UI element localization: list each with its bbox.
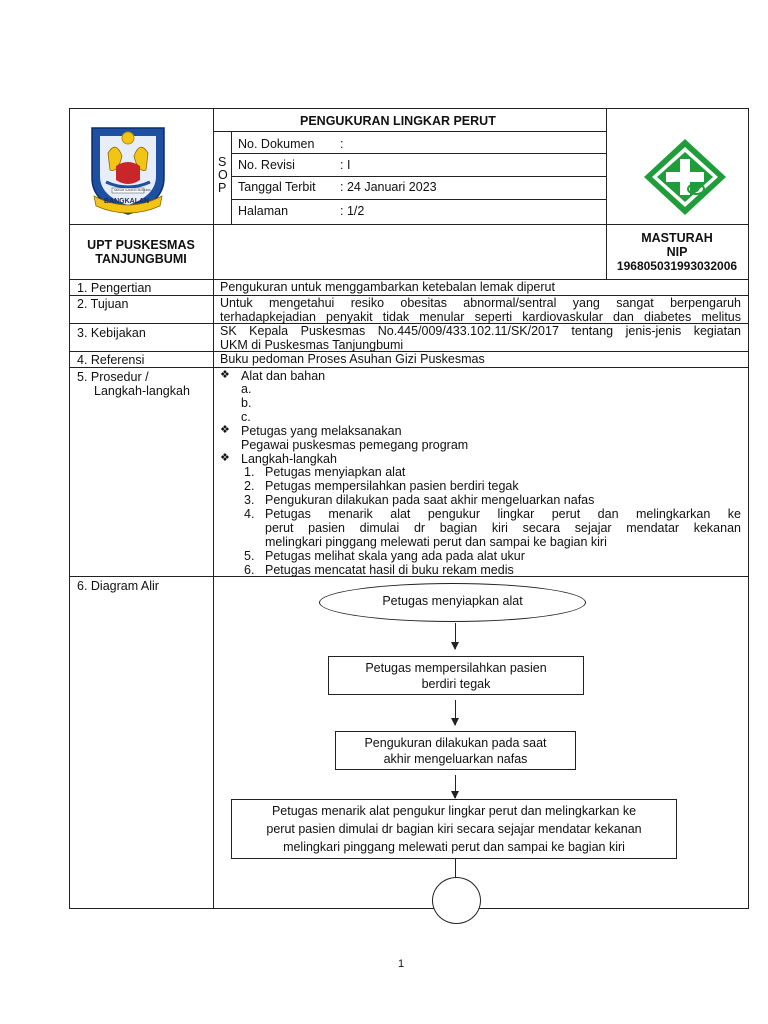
sop-letter-p: P <box>218 181 227 195</box>
row-text-kebijakan-line2: UKM di Puskesmas Tanjungbumi <box>220 338 404 352</box>
flow-step-4-line1: Petugas menarik alat pengukur lingkar perut dan melingkarkan ke <box>271 804 637 818</box>
left-logo-motto: SEKAR GADING MADURA <box>114 188 151 192</box>
row-label-tujuan: 2. Tujuan <box>77 297 129 311</box>
field-value-tanggal-terbit: : 24 Januari 2023 <box>340 180 437 194</box>
step-text: Petugas mencatat hasil di buku rekam medis <box>265 563 514 577</box>
flow-step-2 <box>328 656 584 695</box>
field-label-no-dokumen: No. Dokumen <box>238 137 315 151</box>
step-text: Pengukuran dilakukan pada saat akhir mengeluarkan nafas <box>265 493 595 507</box>
flow-arrow <box>455 623 456 649</box>
document-title: PENGUKURAN LINGKAR PERUT <box>300 114 496 128</box>
flow-step-4 <box>231 799 677 859</box>
row-text-pengertian: Pengukuran untuk menggambarkan ketebalan lemak diperut <box>220 280 555 294</box>
step-num: 5. <box>244 549 255 563</box>
sop-letter-s: S <box>218 155 227 169</box>
step-text: Petugas melihat skala yang ada pada alat ukur <box>265 549 525 563</box>
row-label-pengertian: 1. Pengertian <box>77 281 152 295</box>
flow-connector-circle <box>432 877 481 924</box>
left-logo-caption: BANGKALAN <box>104 198 150 205</box>
row-label-prosedur-line2: Langkah-langkah <box>94 384 190 398</box>
row-label-prosedur-line1: 5. Prosedur / <box>77 370 149 384</box>
signatory-nip-label: NIP <box>666 245 688 259</box>
row-text-tujuan-line1: Untuk mengetahui resiko obesitas abnormal/sentral yang sangat berpengaruh <box>220 296 741 310</box>
alat-item-b: b. <box>241 396 252 410</box>
bullet-diamond-icon: ❖ <box>220 369 230 381</box>
flow-connector <box>455 858 456 878</box>
alat-heading: Alat dan bahan <box>241 369 326 383</box>
row-label-kebijakan: 3. Kebijakan <box>77 326 146 340</box>
signatory-nip: 196805031993032006 <box>616 259 738 273</box>
field-value-no-dokumen: : <box>340 137 344 151</box>
row-label-referensi: 4. Referensi <box>77 353 145 367</box>
step-num: 3. <box>244 493 255 507</box>
petugas-heading: Petugas yang melaksanakan <box>241 424 402 438</box>
step-text: Petugas menyiapkan alat <box>265 465 406 479</box>
step-num: 6. <box>244 563 255 577</box>
step-text: Petugas menarik alat pengukur lingkar perut dan melingkarkan ke <box>265 507 741 521</box>
field-label-tanggal-terbit: Tanggal Terbit <box>238 180 316 194</box>
row-text-referensi: Buku pedoman Proses Asuhan Gizi Puskesmas <box>220 352 485 366</box>
flow-step-4-line3: melingkari pinggang melewati perut dan sampai ke bagian kiri <box>283 840 625 854</box>
org-name-line1: UPT PUSKESMAS <box>87 238 195 252</box>
org-name-line2: TANJUNGBUMI <box>95 252 187 266</box>
step-num: 1. <box>244 465 255 479</box>
sop-letter-o: O <box>218 168 228 182</box>
bullet-diamond-icon: ❖ <box>220 424 230 436</box>
bangkalan-regency-logo <box>86 118 170 218</box>
flow-step-3-line1: Pengukuran dilakukan pada saat <box>364 735 547 750</box>
field-label-halaman: Halaman <box>238 204 289 218</box>
field-value-halaman: : 1/2 <box>340 204 365 218</box>
field-label-no-revisi: No. Revisi <box>238 158 295 172</box>
flow-start-text: Petugas menyiapkan alat <box>382 594 523 608</box>
puskesmas-logo <box>642 137 728 217</box>
row-label-diagram: 6. Diagram Alir <box>77 579 159 593</box>
langkah-heading: Langkah-langkah <box>241 452 337 466</box>
step-text: perut pasien dimulai dr bagian kiri secara sejajar mendatar kekanan <box>265 521 741 535</box>
flow-step-3 <box>335 731 576 770</box>
flow-arrow <box>455 775 456 798</box>
step-num: 2. <box>244 479 255 493</box>
step-text: Petugas mempersilahkan pasien berdiri tegak <box>265 479 519 493</box>
step-num: 4. <box>244 507 255 521</box>
alat-item-c: c. <box>241 410 251 424</box>
step-text: melingkari pinggang melewati perut dan sampai ke bagian kiri <box>265 535 607 549</box>
alat-item-a: a. <box>241 382 252 396</box>
page-number: 1 <box>398 958 405 970</box>
signatory-name: MASTURAH <box>641 231 713 245</box>
flow-step-2-line2: berdiri tegak <box>421 676 491 691</box>
row-text-tujuan-line2: terhadapkejadian penyakit tidak menular seperti kardiovaskular dan diabetes melitus <box>220 310 741 324</box>
flow-arrow <box>455 700 456 725</box>
flow-step-2-line1: Petugas mempersilahkan pasien <box>365 660 547 675</box>
row-text-kebijakan-line1: SK Kepala Puskesmas No.445/009/433.102.11/SK/2017 tentang jenis-jenis kegiatan <box>220 324 741 338</box>
flow-step-3-line2: akhir mengeluarkan nafas <box>383 751 528 766</box>
bullet-diamond-icon: ❖ <box>220 452 230 464</box>
petugas-text: Pegawai puskesmas pemegang program <box>241 438 469 452</box>
field-value-no-revisi: : I <box>340 158 351 172</box>
flow-step-4-line2: perut pasien dimulai dr bagian kiri secara sejajar mendatar kekanan <box>266 822 642 836</box>
